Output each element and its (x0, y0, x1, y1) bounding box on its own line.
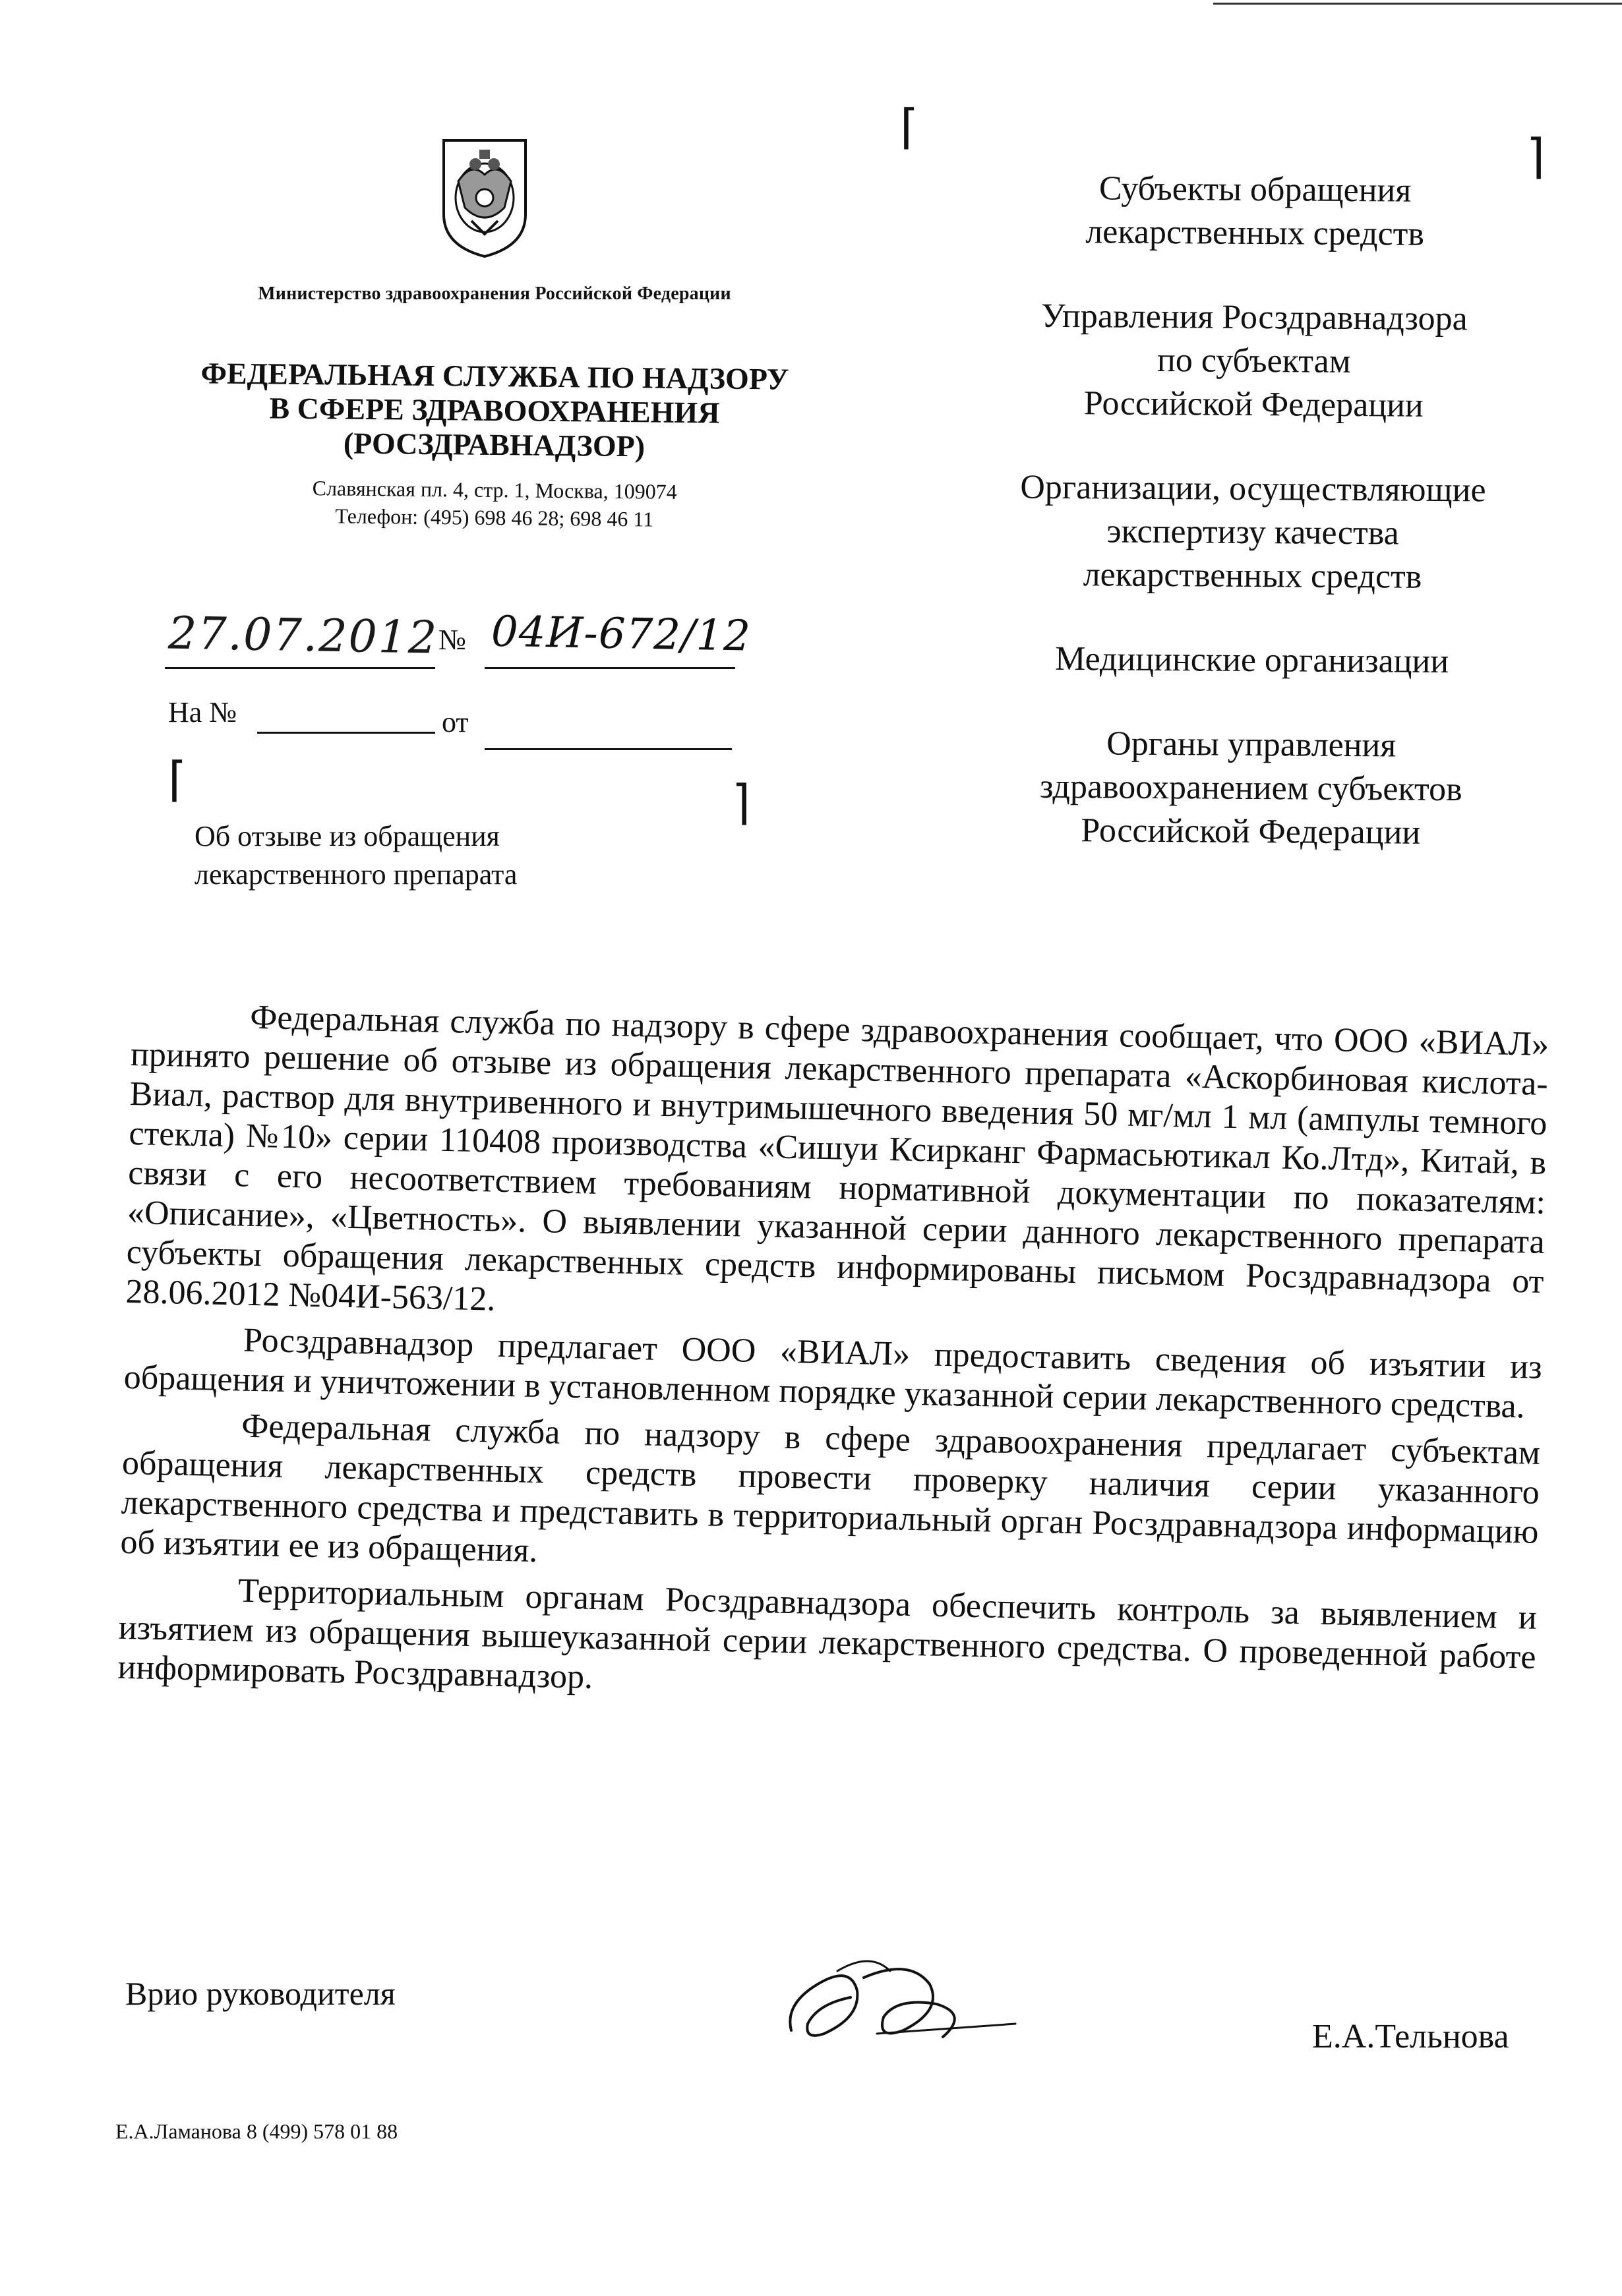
addressee-list (947, 166, 1559, 897)
addressee-group (950, 294, 1557, 428)
service-address (198, 473, 792, 534)
addressee-group (948, 637, 1555, 684)
addressee-line: здравоохранением субъектов (1039, 767, 1462, 809)
signatory-title: Врио руководителя (125, 1975, 396, 2012)
subject-line: Об отзыве из обращения (195, 820, 500, 852)
addressee-line: лекарственных средств (1085, 213, 1425, 253)
from-label: от (442, 706, 469, 738)
ministry-name: Министерство здравоохранения Российской Федерации (258, 283, 731, 304)
addressee-line: Управления Росздравнадзора (1040, 297, 1468, 338)
letter-subject (195, 817, 656, 894)
service-line: В СФЕРЕ ЗДРАВООХРАНЕНИЯ (269, 391, 720, 430)
signatory-name: Е.А.Тельнова (1312, 2018, 1509, 2055)
reply-number-line (257, 732, 435, 734)
service-line: ФЕДЕРАЛЬНАЯ СЛУЖБА ПО НАДЗОРУ (200, 356, 789, 396)
addressee-group (951, 166, 1559, 257)
letter-body (117, 995, 1549, 1724)
addressee-group (947, 721, 1555, 856)
corner-bracket-top-right: ⌉ (1526, 129, 1546, 184)
registration-number: 04И-672/12 (491, 607, 752, 661)
addressee-line: экспертизу качества (1106, 512, 1399, 552)
registration-date: 27.07.2012 (167, 607, 439, 664)
address-line: Славянская пл. 4, стр. 1, Москва, 109074 (312, 476, 677, 504)
executor-contact: Е.А.Ламанова 8 (499) 578 01 88 (115, 2119, 398, 2143)
addressee-line: Органы управления (1106, 724, 1397, 765)
body-paragraph: Росздравнадзор предлагает ООО «ВИАЛ» предоставить сведения об изъятии из обращения и уничтожении в установленном порядке указанной серии лекарственного средства. (123, 1321, 1543, 1426)
reply-to-label: На № (168, 696, 237, 728)
handwritten-signature (778, 1951, 1029, 2050)
scan-edge-line (1213, 3, 1622, 5)
addressee-line: по субъектам (1156, 341, 1351, 381)
addressee-line: Организации, осуществляющие (1020, 468, 1486, 510)
subject-bracket-left: ⌈ (168, 751, 187, 807)
address-line: Телефон: (495) 698 46 28; 698 46 11 (335, 504, 654, 531)
body-paragraph: Территориальным органам Росздравнадзора обеспечить контроль за выявлением и изъятием из обращения вышеуказанной серии лекарственного средства. О проведенной работе информировать Росздравнадзор. (117, 1572, 1538, 1696)
addressee-line: Российской Федерации (1081, 811, 1421, 852)
addressee-group (949, 465, 1556, 600)
service-name (164, 356, 825, 465)
body-paragraph: Федеральная служба по надзору в сфере здравоохранения сообщает, что ООО «ВИАЛ» принято решение об отзыве из обращения лекарственного препарата «Аскорбиновая кислота-Виал, раствор для внутривенного и внутримышечного введения 50 мг/мл 1 мл (ампулы темного стекла) №10» серии 110408 производства «Сишуи Ксирканг Фармасьютикал Ко.Лтд», Китай, в связи с его несоответствием требованиям нормативной документации по показателям: «Описание», «Цветность». О выявлении указанной серии данного лекарственного препарата субъекты обращения лекарственных средств информированы письмом Росздравнадзора от 28.06.2012 №04И-563/12. (125, 998, 1549, 1318)
registration-number-label: № (438, 624, 466, 656)
date-underline (165, 667, 435, 669)
subject-line: лекарственного препарата (195, 858, 518, 891)
reply-date-line (485, 748, 732, 750)
number-underline (485, 667, 735, 669)
service-line: (РОСЗДРАВНАДЗОР) (343, 426, 646, 463)
corner-bracket-top-left: ⌈ (900, 99, 919, 154)
coat-of-arms-icon (438, 135, 531, 260)
subject-bracket-right: ⌉ (732, 775, 751, 830)
addressee-line: Российской Федерации (1083, 384, 1424, 425)
body-paragraph: Федеральная служба по надзору в сфере здравоохранения предлагает субъектам обращения лекарственных средств провести проверку наличия серии указанного лекарственного средства и представить в территориальный орган Росздравнадзора информацию об изъятии ее из обращения. (120, 1407, 1541, 1570)
addressee-line: лекарственных средств (1083, 556, 1422, 596)
addressee-line: Медицинские организации (1054, 639, 1449, 681)
addressee-line: Субъекты обращения (1098, 169, 1412, 210)
